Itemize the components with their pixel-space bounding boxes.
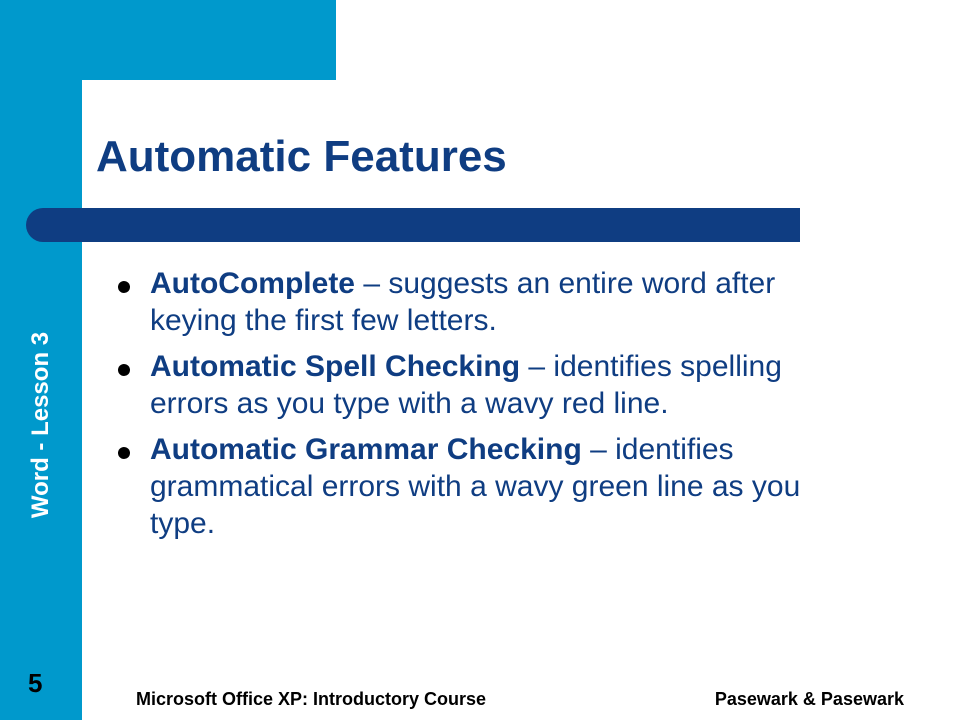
- sidebar-lesson-text: Word - Lesson 3: [27, 331, 54, 519]
- bullet-term: Automatic Spell Checking: [150, 350, 521, 383]
- sidebar-lesson-label: [0, 300, 82, 550]
- slide-title: Automatic Features: [96, 132, 507, 181]
- bullet-description: – identifies spelling errors as you type with a wavy red line.: [150, 350, 782, 420]
- bullet-list: [118, 265, 858, 551]
- footer-authors: Pasewark & Pasewark: [714, 689, 904, 709]
- title-underline-bar: [26, 208, 800, 242]
- footer-course-title: Microsoft Office XP: Introductory Course: [136, 689, 487, 709]
- bullet-item-grammar-checking: [118, 431, 858, 542]
- bullet-item-spell-checking: [118, 348, 858, 422]
- bullet-description: – identifies grammatical errors with a wavy green line as you type.: [150, 433, 801, 540]
- top-accent-band: [0, 0, 336, 80]
- bullet-term: Automatic Grammar Checking: [150, 433, 582, 466]
- slide-number: 5: [28, 668, 43, 698]
- bullet-description: – suggests an entire word after keying the first few letters.: [150, 267, 776, 337]
- bullet-term: AutoComplete: [150, 267, 355, 300]
- bullet-dot-icon: [118, 447, 130, 459]
- bullet-item-autocomplete: [118, 265, 858, 339]
- bullet-dot-icon: [118, 364, 130, 376]
- bullet-dot-icon: [118, 281, 130, 293]
